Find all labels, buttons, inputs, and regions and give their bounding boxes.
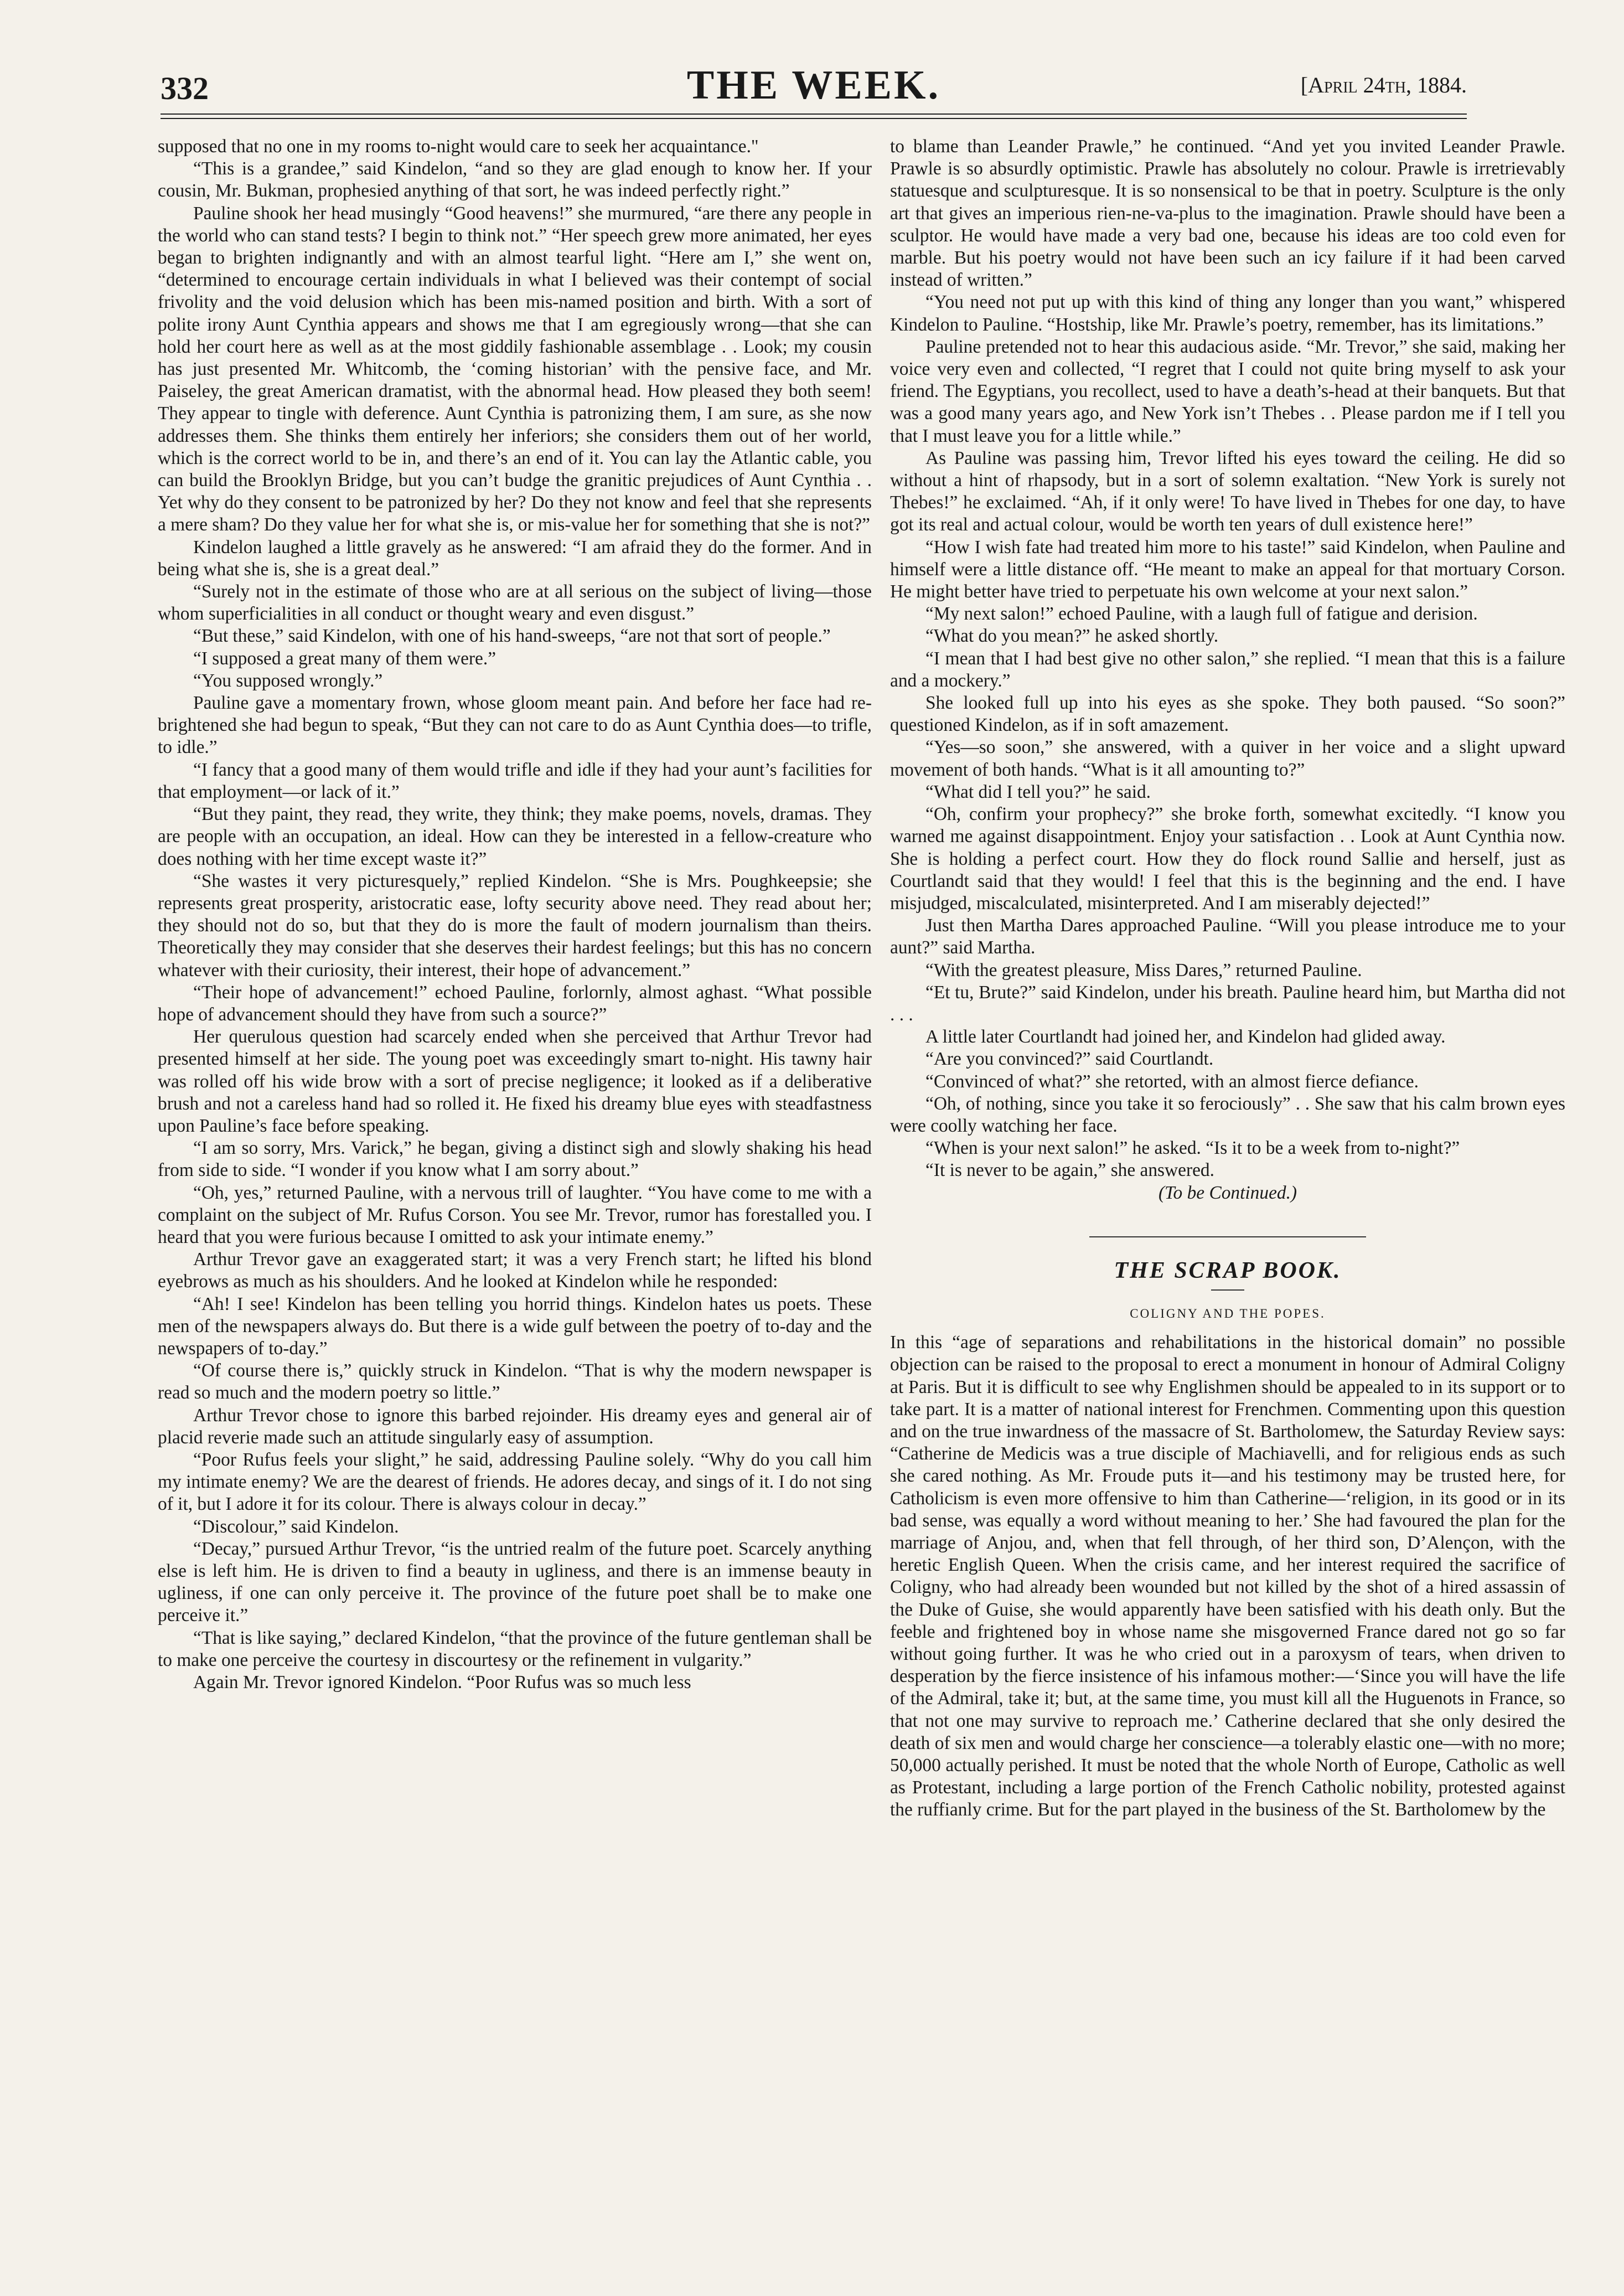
paragraph: She looked full up into his eyes as she spoke. They both paused. “So soon?” questioned Kindelon, as if in soft amazement. [890,693,1565,736]
paragraph: “But these,” said Kindelon, with one of his hand-sweeps, “are not that sort of people.” [193,626,831,647]
paragraph: “Discolour,” said Kindelon. [193,1516,399,1537]
header-rule-top [161,113,1467,115]
page-number: 332 [161,70,209,106]
paragraph: “I am so sorry, Mrs. Varick,” he began, giving a distinct sigh and slowly shaking his head from side to side. “I wonder if you know what I am sorry about.” [158,1138,872,1181]
paragraph: “She wastes it very picturesquely,” replied Kindelon. “She is Mrs. Poughkeepsie; she represents great prosperity, aristocratic ease, lofty security above need. They read about her; they should not do so, but that they do is more the fault of modern journalism than theirs. Theoretically they may consider that she deserves their hardest feelings; but this has no concern whatever with their curiosity, their interest, their hope of advancement.” [158,870,872,981]
paragraph: “What did I tell you?” he said. [925,781,1151,802]
left-column [158,136,872,2278]
paragraph: Just then Martha Dares approached Pauline. “Will you please introduce me to your aunt?” said Martha. [890,915,1565,958]
paragraph: “My next salon!” echoed Pauline, with a laugh full of fatigue and derision. [925,603,1478,625]
paragraph: Arthur Trevor gave an exaggerated start; it was a very French start; he lifted his blond eyebrows as much as his shoulders. And he looked at Kindelon while he responded: [158,1249,872,1292]
paragraph: Kindelon laughed a little gravely as he answered: “I am afraid they do the former. And in being what she is, she is a great deal.” [158,536,872,580]
title-underline [1211,1289,1244,1291]
issue-date: [April 24th, 1884. [1300,73,1467,97]
paragraph: Pauline pretended not to hear this audacious aside. “Mr. Trevor,” she said, making her voice very even and collected, “I regret that I could not quite bring myself to ask your friend. The Egyptians, you recollect, used to have a death’s-head at their banquets. But that was a good many years ago, and New York isn’t Thebes . . Please pardon me if I tell you that I must leave you for a little while.” [890,336,1565,446]
paragraph: “Yes—so soon,” she answered, with a quiver in her voice and a slight upward movement of both hands. “What is it all amounting to?” [890,737,1565,780]
to-be-continued: (To be Continued.) [1158,1182,1297,1203]
paragraph: supposed that no one in my rooms to-night would care to seek her acquaintance." [158,136,759,157]
paragraph: “I mean that I had best give no other salon,” she replied. “I mean that this is a failure and a mockery.” [890,648,1565,691]
paragraph: “Surely not in the estimate of those who are at all serious on the subject of living—those whom superficialities in all conduct or thought weary and even disgust.” [158,581,872,625]
paragraph: Again Mr. Trevor ignored Kindelon. “Poor Rufus was so much less [193,1672,691,1693]
paragraph: “This is a grandee,” said Kindelon, “and so they are glad enough to know her. If your cousin, Mr. Bukman, prophesied anything of that sort, he was indeed perfectly right.” [158,158,872,202]
paragraph: “You need not put up with this kind of thing any longer than you want,” whispered Kindelon to Pauline. “Hostship, like Mr. Prawle’s poetry, remember, has its limitations.” [890,292,1565,335]
page-header [161,62,1467,106]
section-title: THE SCRAP BOOK. [1114,1257,1342,1283]
paragraph: “Poor Rufus feels your slight,” he said, addressing Pauline solely. “Why do you call him my intimate enemy? We are the dearest of friends. He adores decay, and sings of it. I do not sing of it, but I adore it for its colour. There is always colour in decay.” [158,1449,872,1515]
paragraph: “Of course there is,” quickly struck in Kindelon. “That is why the modern newspaper is read so much and the modern poetry so little.” [158,1360,872,1404]
paragraph: “Are you convinced?” said Courtlandt. [925,1049,1214,1070]
paragraph: “Convinced of what?” she retorted, with an almost fierce defiance. [925,1071,1419,1092]
paragraph: As Pauline was passing him, Trevor lifted his eyes toward the ceiling. He did so without a hint of rhapsody, but in a sort of solemn exaltation. “New York is surely not Thebes!” he exclaimed. “Ah, if it only were! To have lived in Thebes for one day, to have got its real and actual colour, would be worth ten years of dull existence here!” [890,447,1565,535]
paragraph: “It is never to be again,” she answered. [925,1160,1214,1181]
paragraph: “Et tu, Brute?” said Kindelon, under his breath. Pauline heard him, but Martha did not . . . [890,982,1565,1025]
paragraph: “Ah! I see! Kindelon has been telling you horrid things. Kindelon hates us poets. These men of the newspapers always do. But there is a wide gulf between the poetry of to-day and the newspapers of to-day.” [158,1293,872,1359]
paragraph: “Decay,” pursued Arthur Trevor, “is the untried realm of the future poet. Scarcely anything else is left him. He is driven to find a beauty in ugliness, and there is an immense beauty in ugliness, if one can only perceive it. The province of the future poet shall be to make one perceive it.” [158,1538,872,1626]
paragraph: to blame than Leander Prawle,” he continued. “And yet you invited Leander Prawle. Prawle is so absurdly optimistic. Prawle has absolutely no colour. Prawle is irretrievably statuesque and sculpturesque. It is so nonsensical to be that in poetry. Sculpture is the only art that gives an imperious rien-ne-va-plus to the imagination. Prawle should have been a sculptor. He would have made a very bad one, because his ideas are too cold even for marble. But his poetry would not have been such an icy failure if it had been carved instead of written.” [890,136,1565,291]
paragraph: “How I wish fate had treated him more to his taste!” said Kindelon, when Pauline and himself were a little distance off. “He meant to make an appeal for that mortuary Corson. He might better have tried to perpetuate his own welcome at your next salon.” [890,536,1565,602]
right-column [890,136,1565,2278]
publication-title: THE WEEK. [686,63,941,108]
paragraph: Arthur Trevor chose to ignore this barbed rejoinder. His dreamy eyes and general air of placid reverie made such an attitude singularly easy of assumption. [158,1405,872,1448]
paragraph: “I supposed a great many of them were.” [193,648,496,669]
paragraph: Pauline shook her head musingly “Good heavens!” she murmured, “are there any people in the world who can stand tests? I begin to think not.” “Her speech grew more animated, her eyes began to brighten indignantly and with an almost tearful light. “Here am I,” she went on, “determined to encourage certain individuals in what I believed was their contempt of social frivolity and the void delusion which has been mis-named position and birth. With a sort of polite irony Aunt Cynthia appears and shows me that I am egregiously wrong—that she can hold her court here as well as at the most giddily fashionable assemblage . . Look; my cousin has just presented Mr. Whitcomb, the ‘coming historian’ with the pensive face, and Mr. Paiseley, the great American dramatist, with the abnormal head. How pleased they both seem! They appear to tingle with deference. Aunt Cynthia is patronizing them, I am sure, as she now addresses them. She thinks them entirely her inferiors; she considers them out of her world, which is the correct world to be in, and there’s an end of it. You can lay the Atlantic cable, you can build the Brooklyn Bridge, but you can’t budge the granitic prejudices of Aunt Cynthia . . Yet why do they consent to be patronized by her? Do they not know and feel that she represents a mere sham? Do they value her for what she is, or mis-value her for something that she is not?” [158,203,872,535]
paragraph: A little later Courtlandt had joined her, and Kindelon had glided away. [925,1026,1446,1048]
paragraph: “That is like saying,” declared Kindelon, “that the province of the future gentleman shall be to make one perceive the courtesy in discourtesy or the refinement in vulgarity.” [158,1627,872,1670]
article-body: In this “age of separations and rehabilitations in the historical domain” no possible objection can be raised to the proposal to erect a monument in honour of Admiral Coligny at Paris. But it is difficult to see why Englishmen should be appealed to in its support or to take part. It is a matter of national interest for Frenchmen. Commenting upon this question and on the true inwardness of the massacre of St. Bartholomew, the Saturday Review says: “Catherine de Medicis was a true disciple of Machiavelli, and for religious ends as such she cared nothing. As Mr. Froude puts it—and his testimony may be trusted here, for Catholicism is even more offensive to him than Catherine—‘religion, in its good or in its bad sense, was equally a word without meaning to her.’ She had favoured the plan for the marriage of Anjou, and, when that fell through, of her third son, D’Alençon, with the heretic English Queen. When the crisis came, and her interest required the sacrifice of Coligny, who had already been wounded but not killed by the shot of a hired assassin of the Duke of Guise, she would apparently have been satisfied with his death only. But the feeble and frightened boy in whose name she misgoverned France dared not go so far without going further. It was he who cried out in a paroxysm of tears, when driven to desperation by the fierce insistence of his infamous mother:—‘Since you will have the life of the Admiral, take it; but, at the same time, you must kill all the Huguenots in France, so that not one may survive to reproach me.’ Catherine declared that she only desired the death of six men and would charge her conscience—a tolerably elastic one—with no more; 50,000 actually perished. It must be noted that the whole North of Europe, Catholic as well as Protestant, including a large portion of the French Catholic nobility, protested against the ruffianly crime. But for the part played in the business of the St. Bartholomew by the [890,1332,1565,1820]
paragraph: “You supposed wrongly.” [193,670,383,691]
paragraph: Her querulous question had scarcely ended when she perceived that Arthur Trevor had presented himself at her side. The young poet was exceedingly smart to-night. His tawny hair was rolled off his wide brow with a sort of precise negligence; it looked as if a deliberative brush and not a careless hand had so rolled it. He fixed his dreamy blue eyes with steadfastness upon Pauline’s face before speaking. [158,1026,872,1136]
paragraph: “With the greatest pleasure, Miss Dares,” returned Pauline. [925,959,1362,981]
section-divider [1089,1236,1366,1237]
paragraph: “I fancy that a good many of them would trifle and idle if they had your aunt’s facilities for that employment—or lack of it.” [158,759,872,802]
header-rule-bottom [161,118,1467,119]
paragraph: “When is your next salon!” he asked. “Is it to be a week from to-night?” [925,1138,1460,1159]
article-title: COLIGNY AND THE POPES. [1130,1306,1326,1320]
paragraph: “But they paint, they read, they write, they think; they make poems, novels, dramas. They are people with an occupation, an ideal. How can they be interested in a fellow-creature who does nothing with her time except waste it?” [158,804,872,869]
paragraph: “Oh, yes,” returned Pauline, with a nervous trill of laughter. “You have come to me with a complaint on the subject of Mr. Rufus Corson. You see Mr. Trevor, rumor has forestalled you. I heard that you were furious because I omitted to ask your intimate enemy.” [158,1182,872,1247]
paragraph: Pauline gave a momentary frown, whose gloom meant pain. And before her face had re-brightened she had begun to speak, “But they can not care to do as Aunt Cynthia does—to trifle, to idle.” [158,693,872,758]
paragraph: “Their hope of advancement!” echoed Pauline, forlornly, almost aghast. “What possible hope of advancement should they have from such a source?” [158,982,872,1025]
paragraph: “What do you mean?” he asked shortly. [925,626,1219,647]
paragraph: “Oh, confirm your prophecy?” she broke forth, somewhat excitedly. “I know you warned me against disappointment. Enjoy your satisfaction . . Look at Aunt Cynthia now. She is holding a perfect court. How they do flock round Sallie and herself, just as Courtlandt said that they would! I feel that this is the beginning and the end. I have misjudged, miscalculated, misinterpreted. And I am miserably dejected!” [890,804,1565,914]
paragraph: “Oh, of nothing, since you take it so ferociously” . . She saw that his calm brown eyes were coolly watching her face. [890,1093,1565,1136]
